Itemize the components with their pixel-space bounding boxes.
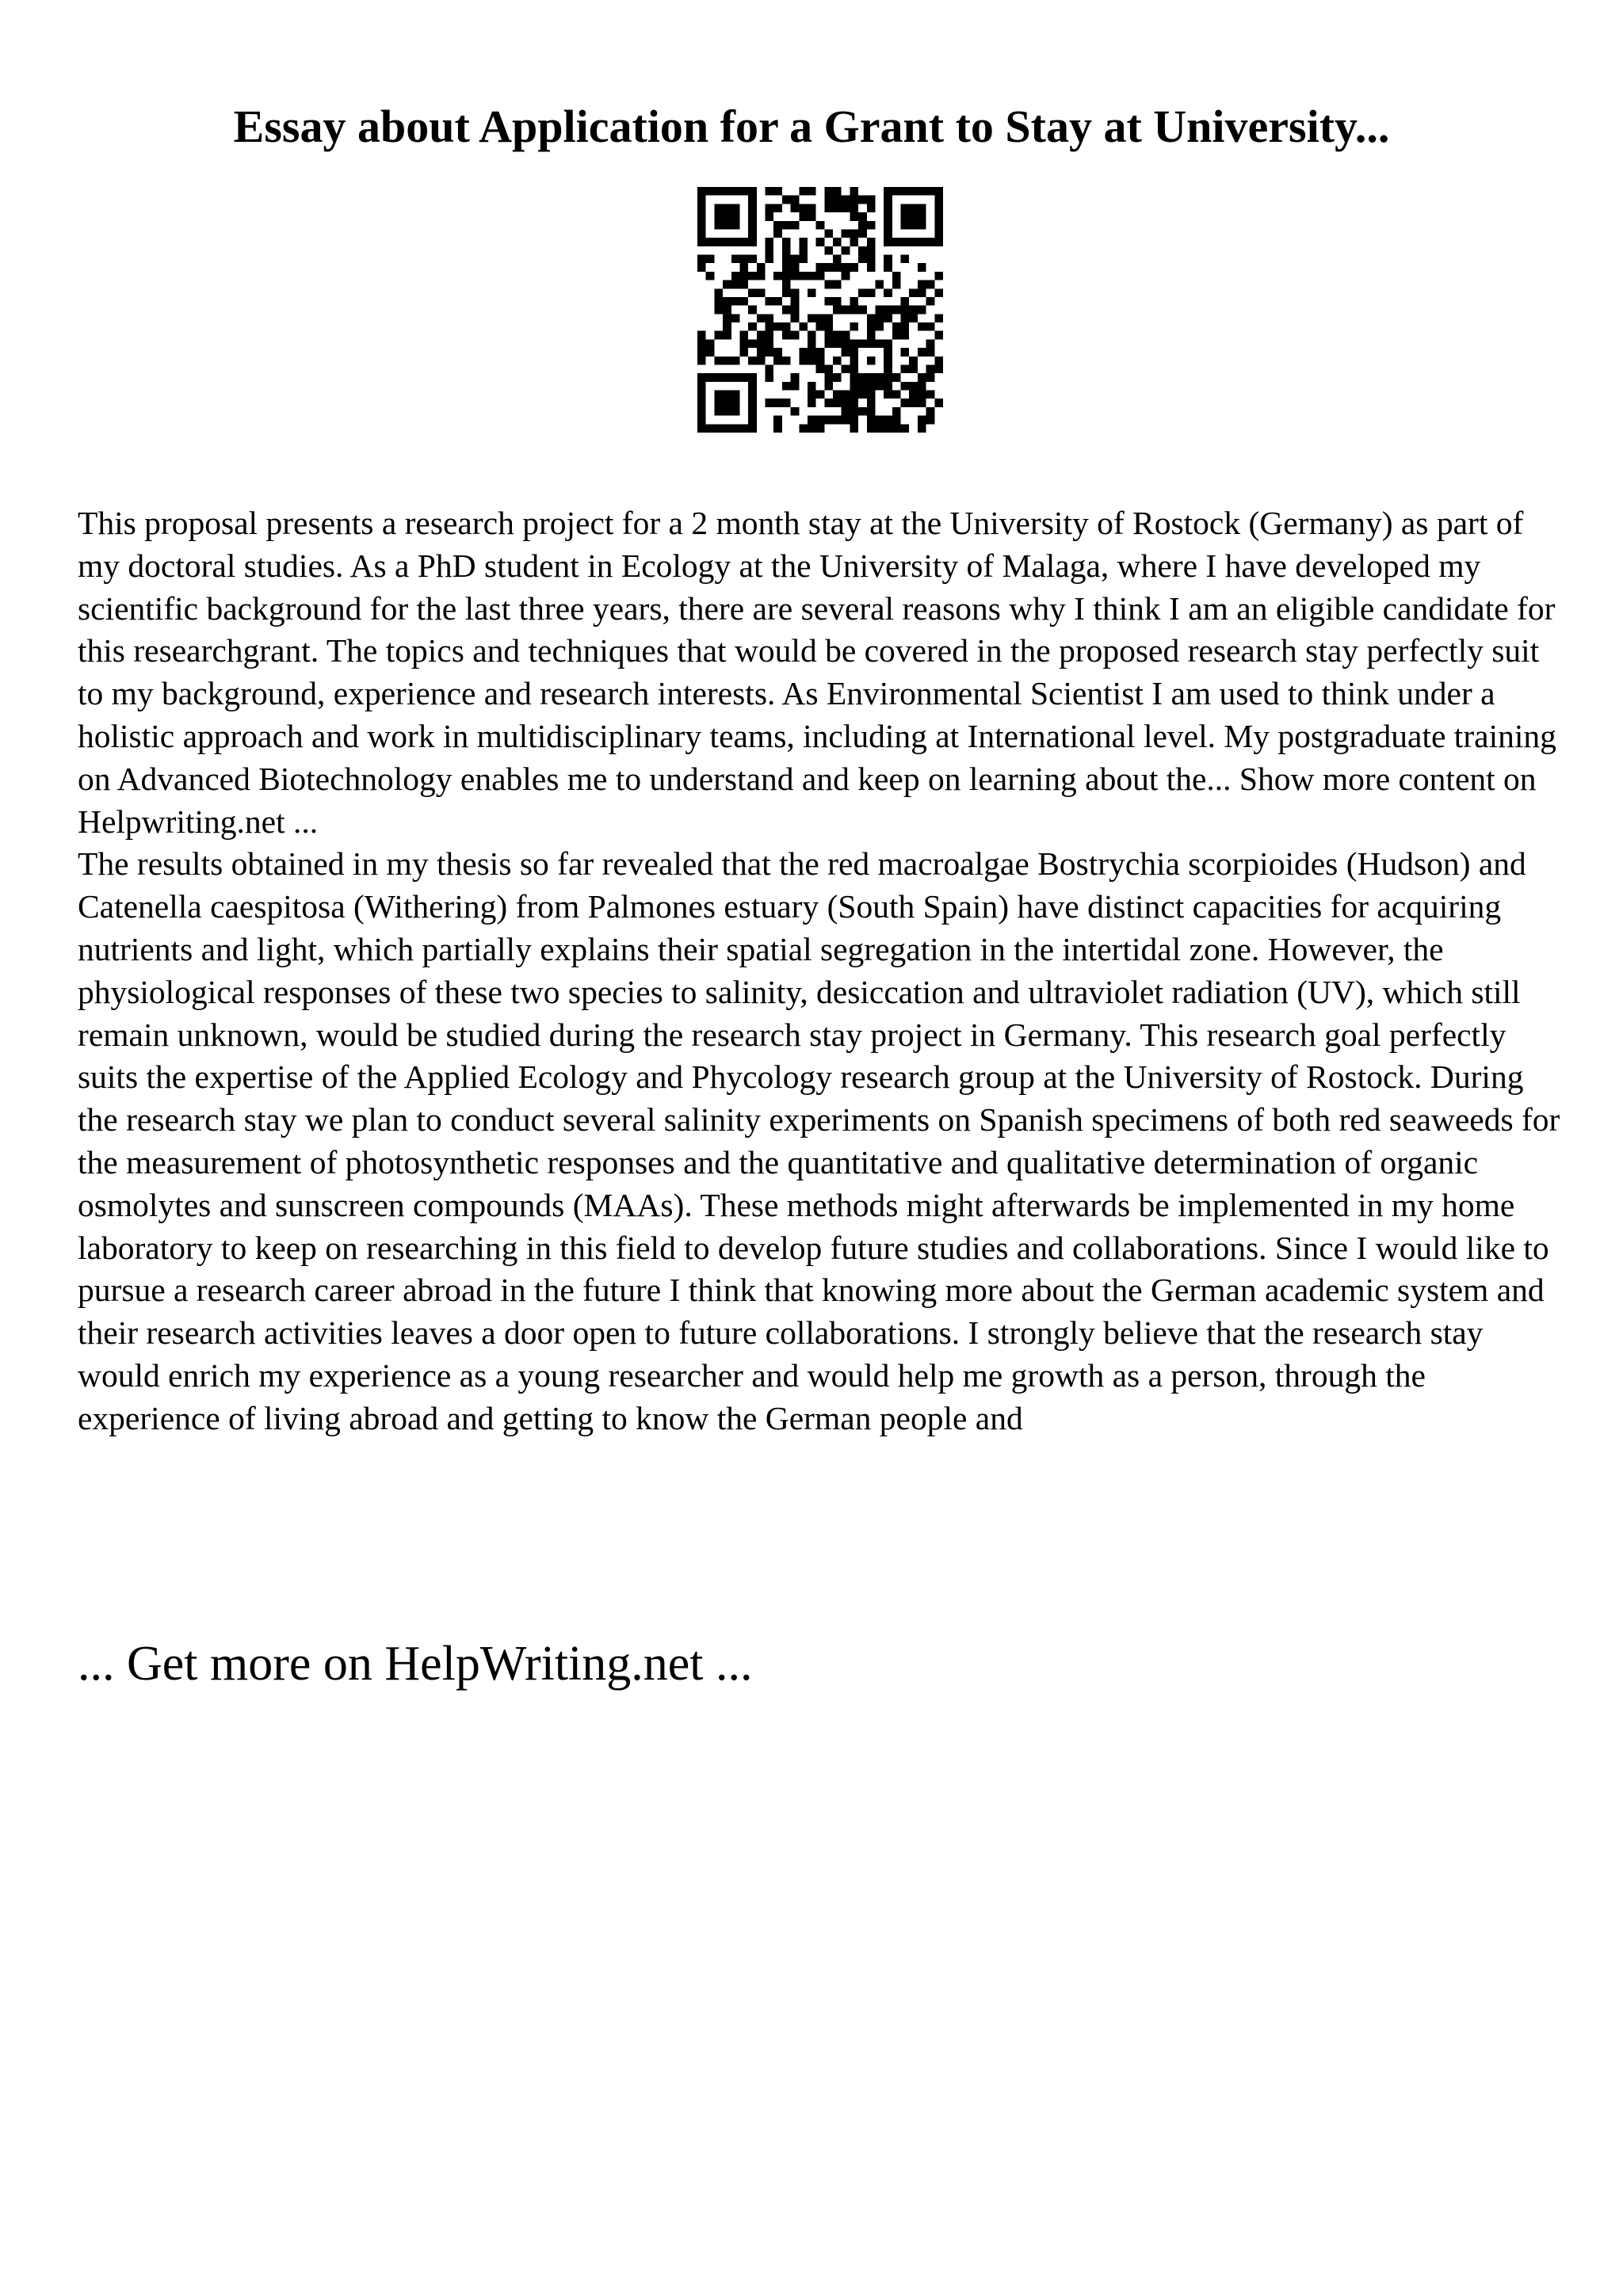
- get-more-link[interactable]: ... Get more on HelpWriting.net ...: [78, 1637, 753, 1691]
- essay-body: [78, 502, 1568, 1440]
- essay-paragraph-1: This proposal presents a research project for a 2 month stay at the University of Rostock (Germany) as part of my doctoral studies. As a PhD student in Ecology at the University of Malaga, where I have developed my scientific background for the last three years, there are several reasons why I think I am an eligible candidate for this researchgrant. The topics and techniques that would be covered in the proposed research stay perfectly suit to my background, experience and research interests. As Environmental Scientist I am used to think under a holistic approach and work in multidisciplinary teams, including at International level. My postgraduate training on Advanced Biotechnology enables me to understand and keep on learning about the... Show more content on Helpwriting.net ...: [78, 505, 1556, 840]
- essay-paragraph-2: The results obtained in my thesis so far revealed that the red macroalgae Bostrychia scorpioides (Hudson) and Catenella caespitosa (Withering) from Palmones estuary (South Spain) have distinct capacities for acquiring nutrients and light, which partially explains their spatial segregation in the intertidal zone. However, the physiological responses of these two species to salinity, desiccation and ultraviolet radiation (UV), which still remain unknown, would be studied during the research stay project in Germany. This research goal perfectly suits the expertise of the Applied Ecology and Phycology research group at the University of Rostock. During the research stay we plan to conduct several salinity experiments on Spanish specimens of both red seaweeds for the measurement of photosynthetic responses and the quantitative and qualitative determination of organic osmolytes and sunscreen compounds (MAAs). These methods might afterwards be implemented in my home laboratory to keep on researching in this field to develop future studies and collaborations. Since I would like to pursue a research career abroad in the future I think that knowing more about the German academic system and their research activities leaves a door open to future collaborations. I strongly believe that the research stay would enrich my experience as a young researcher and would help me growth as a person, through the experience of living abroad and getting to know the German people and: [78, 845, 1560, 1436]
- document-title: Essay about Application for a Grant to Stay at University...: [233, 101, 1390, 152]
- qr-code-icon: [697, 187, 943, 433]
